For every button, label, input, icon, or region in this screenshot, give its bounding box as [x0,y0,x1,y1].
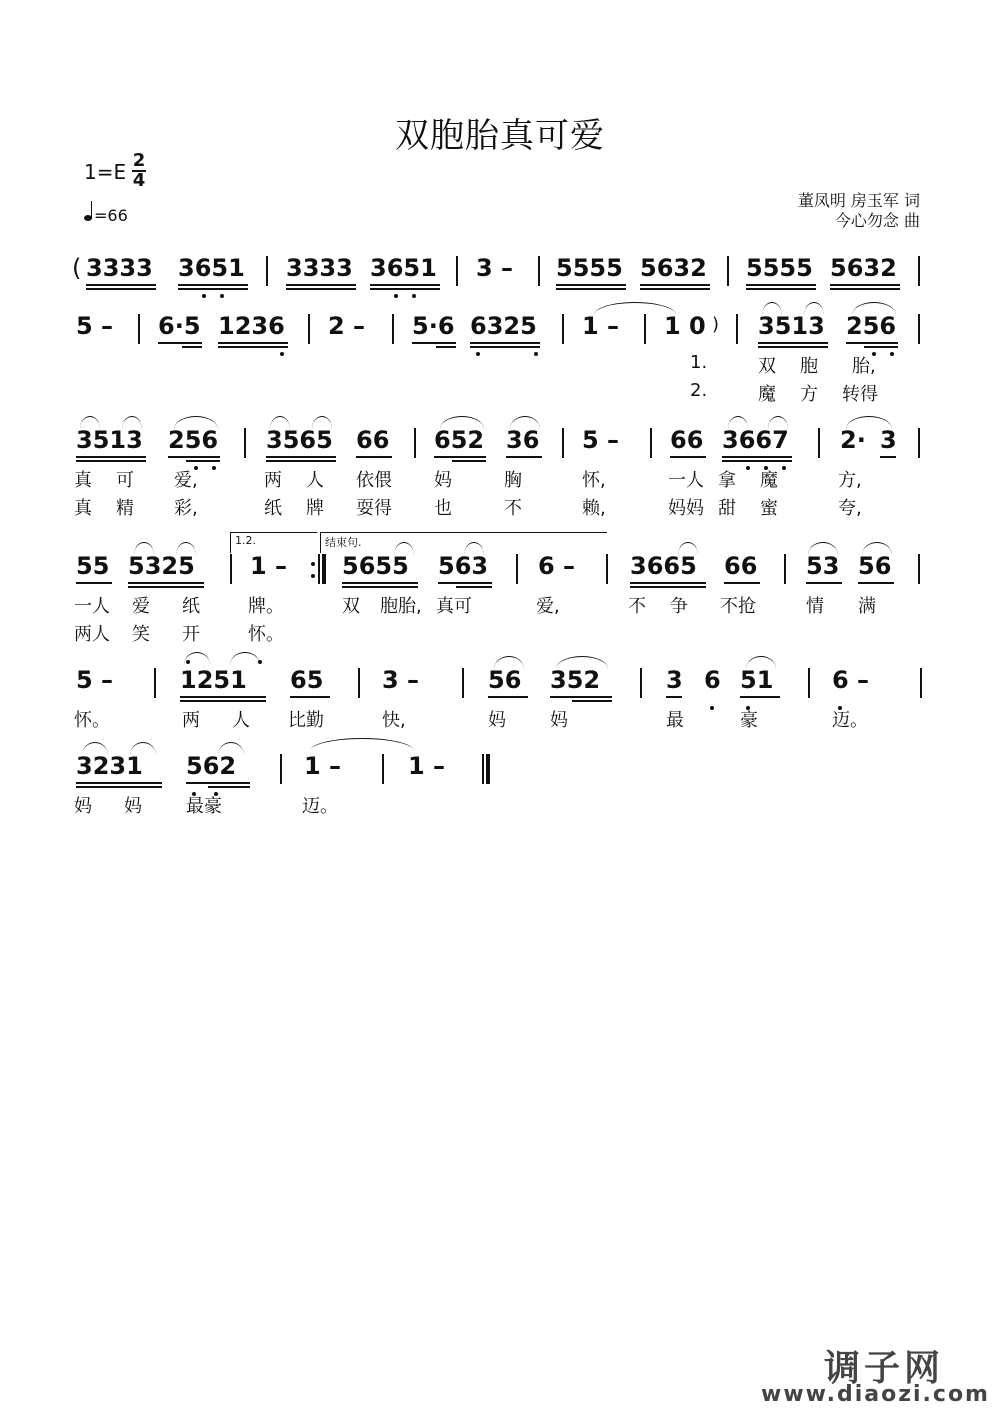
notation-group: 3665 [630,552,697,580]
underline [864,346,898,348]
underline [640,288,710,290]
lyric: 胎, [852,356,876,377]
slur-tie [80,416,100,429]
underline [724,582,760,584]
barline [382,754,384,784]
lyric: 怀。 [248,624,284,645]
underline [758,342,828,344]
lyric: 妈 [488,710,506,731]
notation-group: 6325 [470,312,537,340]
notation-group: 6 – [832,666,870,694]
slur-tie [852,302,896,315]
notation-group: 53 [806,552,840,580]
barline [154,668,156,698]
underline [180,700,266,702]
lyric: 两人 [74,624,110,645]
notation-group: 3333 [86,254,153,282]
underline [186,460,220,462]
low-octave-dot [394,294,398,298]
lyric: 两 [264,470,282,491]
underline [158,342,202,344]
barline [918,256,920,286]
lyrics-verse-2 [0,380,1000,404]
lyric: 不 [628,596,646,617]
underline [370,284,440,286]
underline [86,288,156,290]
underline [180,696,266,698]
underline [266,460,336,462]
lyric: 真 [74,470,92,491]
barline [727,256,729,286]
underline [470,346,540,348]
lyric: 双 [758,356,776,377]
notation-group: 3 – [382,666,420,694]
underline [630,586,706,588]
barline [644,314,646,344]
underline [746,288,816,290]
notation-group: 5632 [640,254,707,282]
notation-group: ) [712,314,720,335]
slur-tie [746,656,776,669]
underline [218,346,288,348]
lyric: 依偎 [356,470,392,491]
lyric: 豪 [740,710,758,731]
slur-tie [768,416,788,429]
lyric: 开 [182,624,200,645]
lyric: 笑 [132,624,150,645]
lyric: 方 [800,384,818,405]
score-line-5 [0,666,1000,706]
notation-group: 6 – [538,552,576,580]
notation-group: 563 [438,552,489,580]
lyric: 妈 [434,470,452,491]
underline [168,456,220,458]
lyric: 一人 [74,596,110,617]
notation-group: ( [72,254,82,282]
underline [640,284,710,286]
repeat-dot [311,574,315,578]
slur-tie [510,416,540,429]
lyric: 满 [858,596,876,617]
underline [178,284,248,286]
notation-group: 56 [488,666,522,694]
slur-tie [176,542,196,555]
underline [182,346,202,348]
lyric: 可 [116,470,134,491]
lyric: 怀。 [74,710,110,731]
lyric: 情 [806,596,824,617]
notation-group: 2· [840,426,866,454]
lyric: 纸 [264,498,282,519]
slur-tie [230,652,260,665]
notation-group: 66 [356,426,390,454]
notation-group: 5 – [76,666,114,694]
lyrics-verse-1 [0,792,1000,816]
lyric: 爱 [132,596,150,617]
lyric: 牌 [306,498,324,519]
barline [918,314,920,344]
notation-group: 6 [704,666,721,694]
underline [740,696,780,698]
barline [230,554,232,584]
underline [208,786,250,788]
slur-tie [122,416,142,429]
notation-group: 5·6 [412,312,455,340]
slur-tie [808,542,838,555]
underline [178,288,248,290]
underline [666,696,682,698]
slur-tie [184,652,210,665]
underline [830,288,900,290]
lyric: 真可 [436,596,472,617]
underline [506,456,542,458]
notation-group: 3 [880,426,897,454]
notation-group: 1 0 [664,312,706,340]
notation-group: 3231 [76,752,143,780]
barline [358,668,360,698]
barline [918,554,920,584]
lyric: 迈。 [832,710,868,731]
notation-group: 352 [550,666,601,694]
notation-group: 562 [186,752,237,780]
underline [846,342,898,344]
tempo-value: =66 [94,206,128,225]
underline [550,696,612,698]
underline [370,288,440,290]
lyrics-verse-1 [0,592,1000,616]
lyric: 双 [342,596,360,617]
slur-tie [804,302,824,315]
lyric: 不 [504,498,522,519]
repeat-dot [311,562,315,566]
notation-group: 3651 [370,254,437,282]
underline [438,582,492,584]
slur-tie [440,416,484,429]
lyric: 迈。 [302,796,338,817]
lyric: 魔 [758,384,776,405]
notation-group: 3651 [178,254,245,282]
barline [392,314,394,344]
underline [436,346,456,348]
time-signature-top: 2 [132,150,146,171]
underline [412,342,456,344]
notation-group: 66 [670,426,704,454]
notation-group: 56 [858,552,892,580]
underline [572,700,612,702]
key-signature: 1=E [84,160,127,184]
notation-group: 3565 [266,426,333,454]
lyric: 牌。 [248,596,284,617]
notation-group: 1236 [218,312,285,340]
volta-bracket-1: 1.2. [230,532,317,553]
lyric: 精 [116,498,134,519]
underline [286,284,356,286]
lyric: 一人 [668,470,704,491]
notation-group: 51 [740,666,774,694]
time-signature [132,152,146,190]
notation-group: 55 [76,552,110,580]
lyric: 胞 [800,356,818,377]
notation-group: 3 [666,666,683,694]
underline [470,342,540,344]
slur-tie [556,656,608,669]
underline [452,460,486,462]
underline [880,456,896,458]
underline [76,786,162,788]
slur-tie [762,302,782,315]
slur-tie [310,738,414,751]
underline [746,284,816,286]
slur-tie [312,416,332,429]
lyric: 两 [182,710,200,731]
lyric: 妈 [74,796,92,817]
slur-tie [494,656,524,669]
underline [128,582,204,584]
slur-tie [270,416,290,429]
lyric: 人 [232,710,250,731]
lyric: 方, [838,470,862,491]
lyrics-verse-2 [0,620,1000,644]
underline [186,782,250,784]
slur-tie [728,416,748,429]
slur-tie [678,542,698,555]
lyric: 最 [666,710,684,731]
lyric: 妈 [550,710,568,731]
low-octave-dot [412,294,416,298]
underline [76,456,146,458]
lyric: 胸 [504,470,522,491]
barline [918,428,920,458]
notation-group: 66 [724,552,758,580]
underline [670,456,706,458]
score-line-6 [0,752,1000,792]
quarter-note-icon [84,215,92,221]
notation-group: 256 [846,312,897,340]
barline [920,668,922,698]
underline [342,586,418,588]
underline [356,456,392,458]
lyricist-credit: 董凤明 房玉军 词 [797,191,920,210]
score-line-4 [0,552,1000,592]
lyric: 拿 [718,470,736,491]
underline [266,456,336,458]
lyric: 比勤 [288,710,324,731]
low-octave-dot [220,294,224,298]
lyric: 纸 [182,596,200,617]
notation-group: 36 [506,426,540,454]
barline [308,314,310,344]
underline [758,346,828,348]
lyric: 1. [690,352,708,373]
notation-group: 3513 [76,426,143,454]
notation-group: 5 – [76,312,114,340]
score-line-3 [0,426,1000,466]
lyric: 爱, [536,596,560,617]
final-barline [482,754,490,784]
time-signature-bottom: 4 [132,170,146,191]
barline [138,314,140,344]
lyric: 争 [670,596,688,617]
lyric: 胞胎, [380,596,422,617]
slur-tie [594,302,676,315]
score-title: 双胞胎真可爱 [395,116,605,156]
lyric: 爱, [174,470,198,491]
lyric: 也 [434,498,452,519]
barline [562,314,564,344]
barline [280,754,282,784]
slur-tie [846,416,892,429]
lyric: 2. [690,380,708,401]
lyric: 怀, [582,470,606,491]
notation-group: 3513 [758,312,825,340]
notation-group: 256 [168,426,219,454]
notation-group: 3667 [722,426,789,454]
barline [414,428,416,458]
lyrics-verse-1 [0,466,1000,490]
notation-group: 5 – [582,426,620,454]
underline [858,582,894,584]
barline [818,428,820,458]
notation-group: 2 – [328,312,366,340]
underline [342,582,418,584]
underline [556,288,626,290]
underline [76,582,112,584]
notation-group: 1 – [304,752,342,780]
barline [784,554,786,584]
notation-group: 652 [434,426,485,454]
score-line-1 [0,254,1000,294]
barline [640,668,642,698]
lyric: 最豪 [186,796,222,817]
slur-tie [82,742,108,755]
lyric: 真 [74,498,92,519]
underline [806,582,842,584]
slur-tie [130,742,156,755]
notation-group: 1 – [250,552,288,580]
low-octave-dot [202,294,206,298]
notation-group: 5632 [830,254,897,282]
notation-group: 65 [290,666,324,694]
underline [86,284,156,286]
lyric: 赖, [582,498,606,519]
barline [456,256,458,286]
lyric: 妈 [124,796,142,817]
lyric: 转得 [842,384,878,405]
underline [830,284,900,286]
barline [562,428,564,458]
notation-group: 5655 [342,552,409,580]
watermark-url: www.diaozi.com [761,1382,990,1407]
underline [128,586,204,588]
barline [516,554,518,584]
slur-tie [134,542,154,555]
barline [808,668,810,698]
lyrics-verse-2 [0,494,1000,518]
underline [488,696,528,698]
underline [286,288,356,290]
lyrics-verse-1 [0,706,1000,730]
tempo-marking [84,206,128,225]
slur-tie [174,416,218,429]
lyric: 魔 [760,470,778,491]
underline [218,342,288,344]
notation-group: 6·5 [158,312,201,340]
repeat-barline [318,554,326,584]
barline [462,668,464,698]
underline [556,284,626,286]
lyric: 彩, [174,498,198,519]
underline [722,456,792,458]
composer-credit: 今心勿念 曲 [834,211,920,230]
notation-group: 5325 [128,552,195,580]
underline [434,456,486,458]
barline [538,256,540,286]
slur-tie [218,742,244,755]
underline [722,460,792,462]
lyric: 甜 [718,498,736,519]
notation-group: 5555 [556,254,623,282]
underline [630,582,706,584]
underline [76,460,146,462]
notation-group: 1 – [582,312,620,340]
lyrics-verse-1 [0,352,1000,376]
score-line-2 [0,312,1000,352]
notation-group: 3333 [286,254,353,282]
barline [606,554,608,584]
notation-group: 5555 [746,254,813,282]
barline [736,314,738,344]
notation-group: 1 – [408,752,446,780]
notation-group: 3 – [476,254,514,282]
lyric: 妈妈 [668,498,704,519]
underline [76,782,162,784]
lyric: 不抢 [720,596,756,617]
lyric: 耍得 [356,498,392,519]
slur-tie [862,542,892,555]
underline [290,696,330,698]
underline [456,586,492,588]
barline [244,428,246,458]
volta-bracket-2: 结束句. [320,532,607,553]
lyric: 快, [382,710,406,731]
lyric: 夸, [838,498,862,519]
lyric: 蜜 [760,498,778,519]
notation-group: 1251 [180,666,247,694]
lyric: 人 [306,470,324,491]
barline [650,428,652,458]
barline [266,256,268,286]
watermark-brand: 调子网 [823,1348,944,1389]
